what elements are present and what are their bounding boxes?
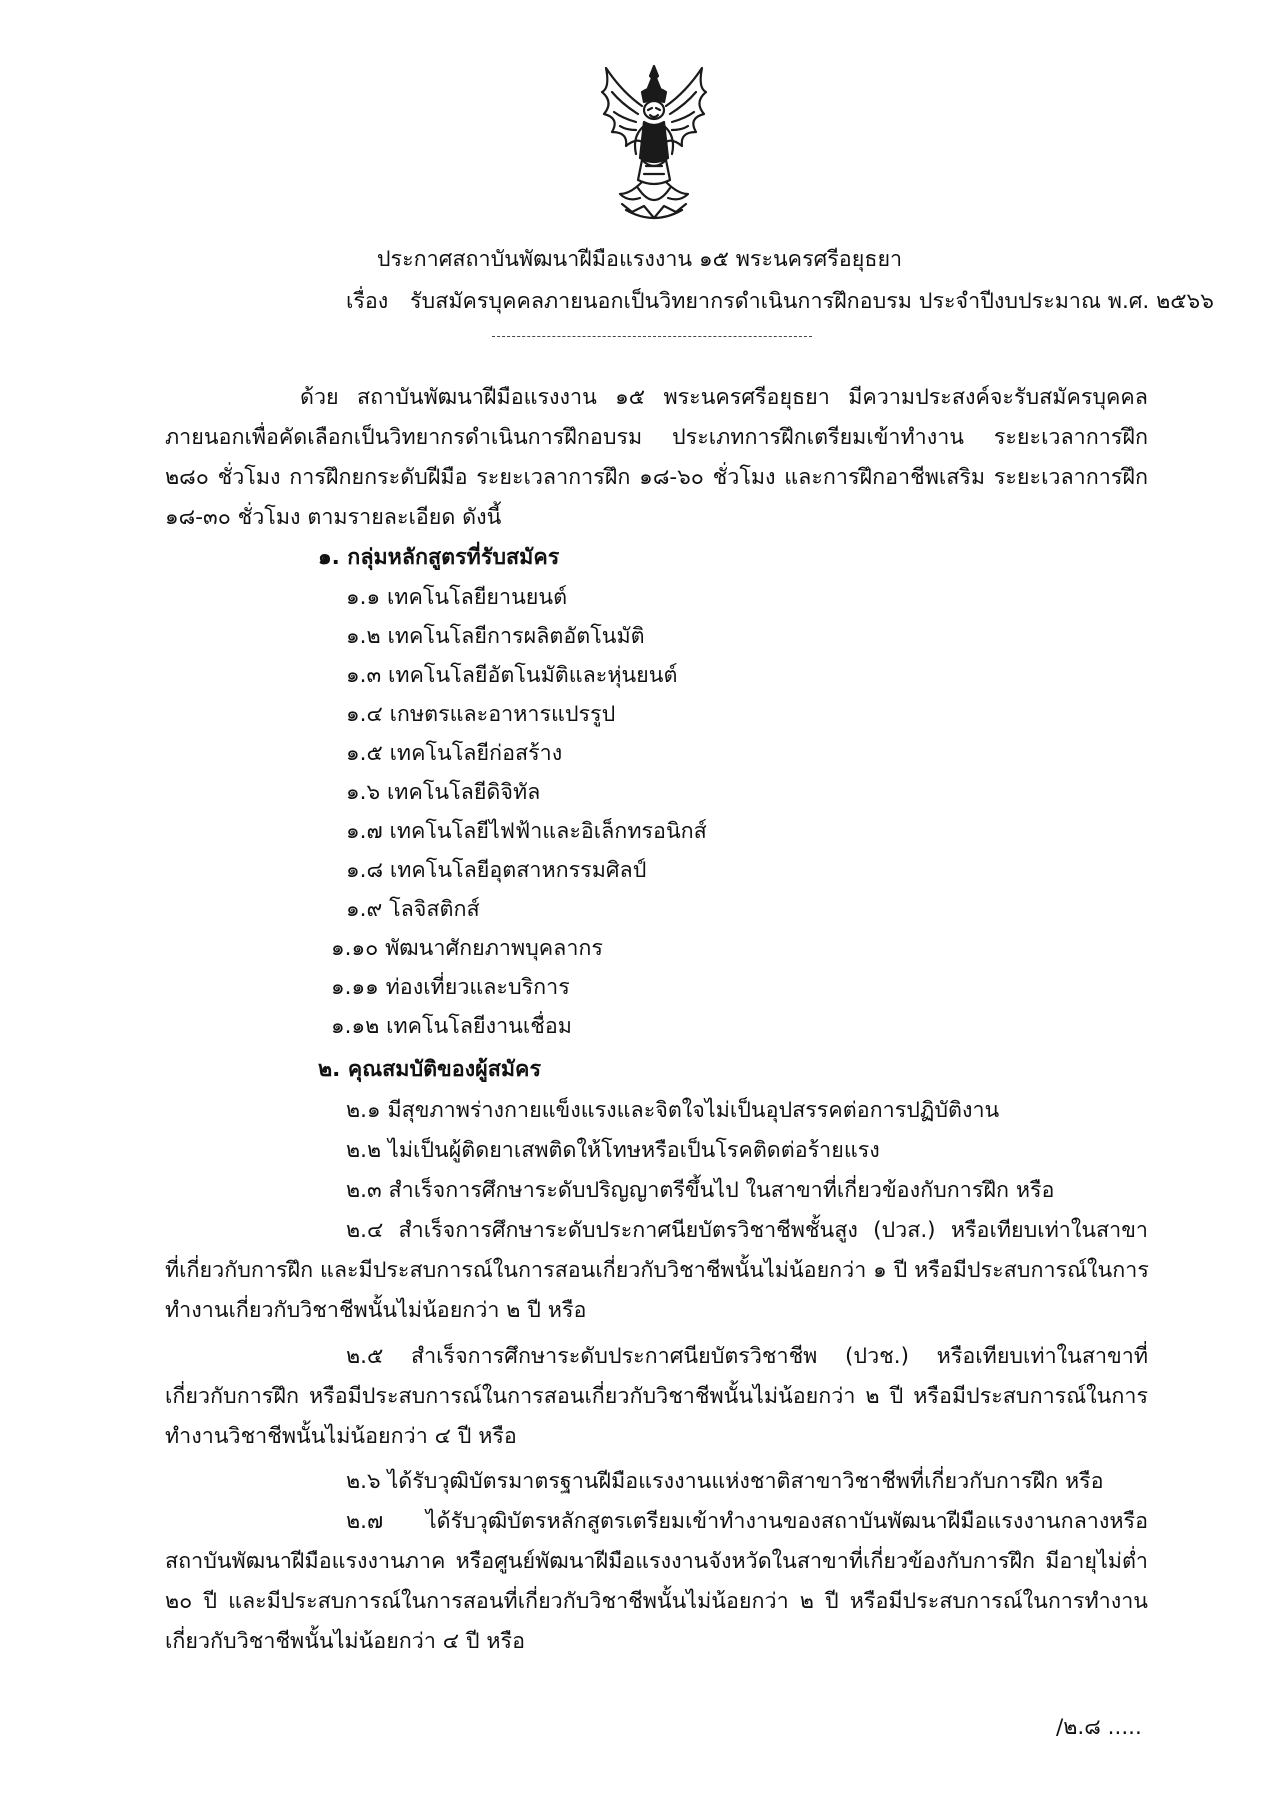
qualification-2-5-line-1: ๒.๕ สำเร็จการศึกษาระดับประกาศนียบัตรวิชาชีพ (ปวช.) หรือเทียบเท่าในสาขาที่ — [346, 1344, 1148, 1369]
qualification-2-4-line-3: ทำงานเกี่ยวกับวิชาชีพนั้นไม่น้อยกว่า ๒ ปี หรือ — [165, 1298, 587, 1323]
course-group-item: ๑.๖ เทคโนโลยีดิจิทัล — [346, 780, 541, 805]
course-group-item: ๑.๑ เทคโนโลยียานยนต์ — [346, 585, 568, 610]
intro-line-1: ด้วย สถาบันพัฒนาฝีมือแรงงาน ๑๕ พระนครศรีอยุธยา มีความประสงค์จะรับสมัครบุคคล — [300, 385, 1148, 410]
course-group-item: ๑.๑๒ เทคโนโลยีงานเชื่อม — [331, 1014, 572, 1039]
subject-text: รับสมัครบุคคลภายนอกเป็นวิทยากรดำเนินการฝึกอบรม ประจำปีงบประมาณ พ.ศ. ๒๕๖๖ — [410, 289, 1214, 314]
intro-line-3: ๒๘๐ ชั่วโมง การฝึกยกระดับฝีมือ ระยะเวลาการฝึก ๑๘-๖๐ ชั่วโมง และการฝึกอาชีพเสริม ระยะเวลาการฝึก — [165, 465, 1148, 490]
intro-line-4: ๑๘-๓๐ ชั่วโมง ตามรายละเอียด ดังนี้ — [165, 505, 502, 530]
announcement-title: ประกาศสถาบันพัฒนาฝีมือแรงงาน ๑๕ พระนครศรีอยุธยา — [376, 247, 903, 272]
page-continuation-marker: /๒.๘ ..... — [1056, 1715, 1142, 1740]
intro-line-2: ภายนอกเพื่อคัดเลือกเป็นวิทยากรดำเนินการฝึกอบรม ประเภทการฝึกเตรียมเข้าทำงาน ระยะเวลาการฝึก — [165, 425, 1148, 450]
qualification-2-7-line-4: เกี่ยวกับวิชาชีพนั้นไม่น้อยกว่า ๔ ปี หรือ — [165, 1629, 526, 1654]
qualification-2-7-line-2: สถาบันพัฒนาฝีมือแรงงานภาค หรือศูนย์พัฒนาฝีมือแรงงานจังหวัดในสาขาที่เกี่ยวข้องกับการฝึก มีอายุไม่ต่ำ — [165, 1549, 1148, 1574]
qualification-2-4-line-1: ๒.๔ สำเร็จการศึกษาระดับประกาศนียบัตรวิชาชีพชั้นสูง (ปวส.) หรือเทียบเท่าในสาขา — [346, 1218, 1148, 1243]
course-group-item: ๑.๘ เทคโนโลยีอุตสาหกรรมศิลป์ — [346, 858, 647, 883]
subject-label: เรื่อง — [346, 289, 389, 314]
qualification-2-7-line-3: ๒๐ ปี และมีประสบการณ์ในการสอนที่เกี่ยวกับวิชาชีพนั้นไม่น้อยกว่า ๒ ปี หรือมีประสบการณ์ในการทำงาน — [165, 1589, 1148, 1614]
qualification-2-3: ๒.๓ สำเร็จการศึกษาระดับปริญญาตรีขึ้นไป ในสาขาที่เกี่ยวข้องกับการฝึก หรือ — [346, 1178, 1055, 1203]
section-1-heading: ๑. กลุ่มหลักสูตรที่รับสมัคร — [318, 545, 560, 570]
qualification-2-1: ๒.๑ มีสุขภาพร่างกายแข็งแรงและจิตใจไม่เป็นอุปสรรคต่อการปฏิบัติงาน — [346, 1098, 1000, 1123]
qualification-2-6: ๒.๖ ได้รับวุฒิบัตรมาตรฐานฝีมือแรงงานแห่งชาติสาขาวิชาชีพที่เกี่ยวกับการฝึก หรือ — [346, 1469, 1104, 1494]
course-group-item: ๑.๓ เทคโนโลยีอัตโนมัติและหุ่นยนต์ — [346, 663, 678, 688]
qualification-2-5-line-2: เกี่ยวกับการฝึก หรือมีประสบการณ์ในการสอนเกี่ยวกับวิชาชีพนั้นไม่น้อยกว่า ๒ ปี หรือมีประสบการณ์ในการ — [165, 1384, 1148, 1409]
course-group-item: ๑.๒ เทคโนโลยีการผลิตอัตโนมัติ — [346, 624, 645, 649]
section-2-heading: ๒. คุณสมบัติของผู้สมัคร — [318, 1057, 541, 1082]
course-group-item: ๑.๑๑ ท่องเที่ยวและบริการ — [331, 975, 570, 1000]
qualification-2-2: ๒.๒ ไม่เป็นผู้ติดยาเสพติดให้โทษหรือเป็นโรคติดต่อร้ายแรง — [346, 1138, 880, 1163]
garuda-emblem-icon — [592, 62, 716, 222]
title-divider — [492, 336, 812, 337]
qualification-2-4-line-2: ที่เกี่ยวกับการฝึก และมีประสบการณ์ในการสอนเกี่ยวกับวิชาชีพนั้นไม่น้อยกว่า ๑ ปี หรือมีประสบการณ์ในการ — [165, 1258, 1149, 1283]
course-group-item: ๑.๔ เกษตรและอาหารแปรรูป — [346, 702, 616, 727]
course-group-item: ๑.๕ เทคโนโลยีก่อสร้าง — [346, 741, 563, 766]
course-group-item: ๑.๗ เทคโนโลยีไฟฟ้าและอิเล็กทรอนิกส์ — [346, 819, 707, 844]
qualification-2-7-line-1: ๒.๗ ได้รับวุฒิบัตรหลักสูตรเตรียมเข้าทำงานของสถาบันพัฒนาฝีมือแรงงานกลางหรือ — [346, 1509, 1148, 1534]
course-group-item: ๑.๙ โลจิสติกส์ — [346, 897, 480, 922]
course-group-item: ๑.๑๐ พัฒนาศักยภาพบุคลากร — [331, 936, 603, 961]
qualification-2-5-line-3: ทำงานวิชาชีพนั้นไม่น้อยกว่า ๔ ปี หรือ — [165, 1424, 517, 1449]
